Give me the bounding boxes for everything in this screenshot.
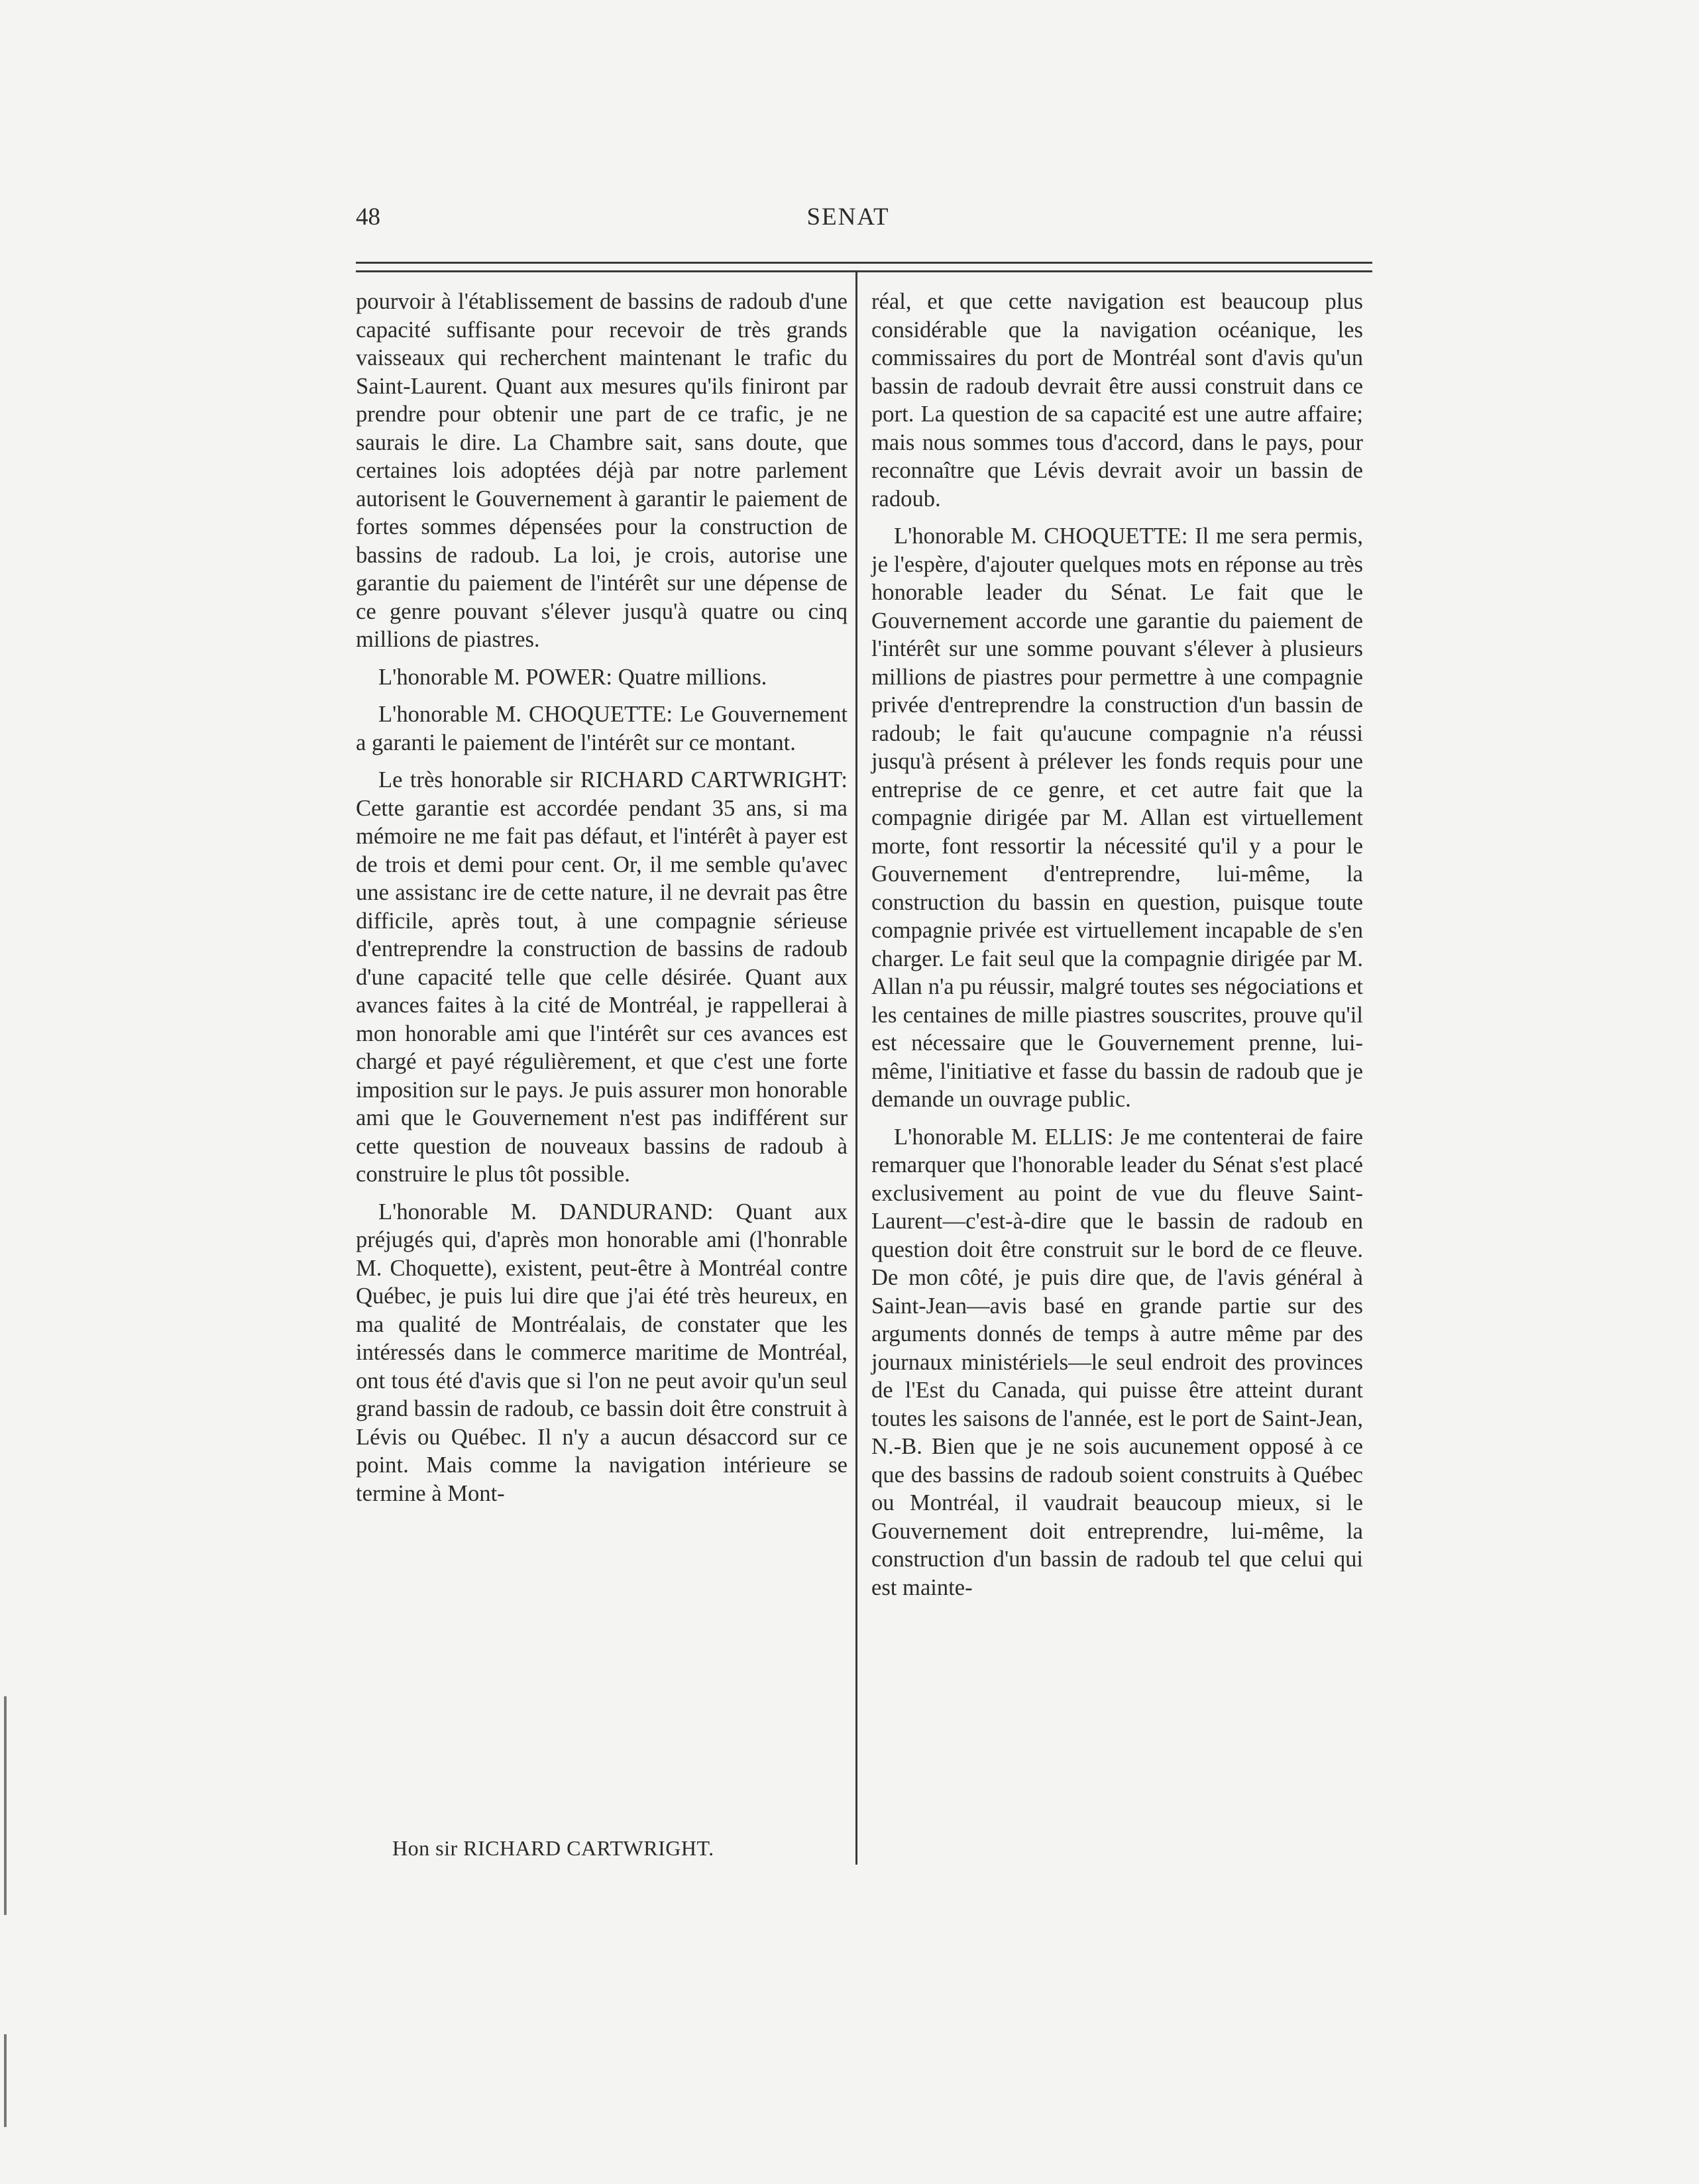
paragraph: L'honorable M. ELLIS: Je me contenterai de faire remarquer que l'honorable leader du Sénat s'est placé exclusivement au point de vue du fleuve Saint-Laurent—c'est-à-dire que le bassin de radoub en question doit être construit sur le bord de ce fleuve. De mon côté, je puis dire que, de l'avis général à Saint-Jean—avis basé en grande partie sur des arguments donnés de temps à autre même par des journaux ministériels—le seul endroit des provinces de l'Est du Canada, qui puisse être atteint durant toutes les saisons de l'année, est le port de Saint-Jean, N.-B. Bien que je ne sois aucunement opposé à ce que des bassins de radoub soient construits à Québec ou Montréal, il vaudrait beaucoup mieux, si le Gouvernement doit entreprendre, lui-même, la construction d'un bassin de radoub tel que celui qui est mainte- xyxy=(871,1124,1363,1600)
paragraph: pourvoir à l'établissement de bassins de radoub d'une capacité suffisante pour recevoir de très grands vaisseaux qui recherchent maintenant le trafic du Saint-Laurent. Quant aux mesures qu'ils finiront par prendre pour obtenir une part de ce trafic, je ne saurais le dire. La Chambre sait, sans doute, que certaines lois adoptées déjà par notre parlement autorisent le Gouvernement à garantir le paiement de fortes sommes dépensées pour la construction de bassins de radoub. La loi, je crois, autorise une garantie du paiement de l'intérêt sur une dépense de ce genre pouvant s'élever jusqu'à quatre ou cinq millions de piastres. xyxy=(356,289,848,652)
right-column xyxy=(871,288,1363,1602)
paragraph: L'honorable M. DANDURAND: Quant aux préjugés qui, d'après mon honorable ami (l'honrable M. Choquette), existent, peut-être à Montréal contre Québec, je puis lui dire que j'ai été très heureux, en ma qualité de Montréalais, de constater que les intéressés dans le commerce maritime de Montréal, ont tous été d'avis que si l'on ne peut avoir qu'un seul grand bassin de radoub, ce bassin doit être construit à Lévis ou Québec. Il n'y a aucun désaccord sur ce point. Mais comme la navigation intérieure se termine à Mont- xyxy=(356,1199,848,1506)
header-rule-bottom xyxy=(356,270,1372,272)
header-rule-top xyxy=(356,262,1372,264)
page-number: 48 xyxy=(356,203,380,231)
footer-speaker-line: Hon sir RICHARD CARTWRIGHT. xyxy=(392,1836,714,1860)
paragraph: L'honorable M. POWER: Quatre millions. xyxy=(378,664,767,690)
paragraph: L'honorable M. CHOQUETTE: Le Gouvernement a garanti le paiement de l'intérêt sur ce montant. xyxy=(356,702,848,755)
scan-edge-mark xyxy=(4,2034,7,2127)
paragraph: Le très honorable sir RICHARD CARTWRIGHT: Cette garantie est accordée pendant 35 ans, si ma mémoire ne me fait pas défaut, et l'intérêt à payer est de trois et demi pour cent. Or, il me semble qu'avec une assistanc ire de cette nature, il ne devrait pas être difficile, après tout, à une compagnie sérieuse d'entreprendre la construction de bassins de radoub d'une capacité telle que celle désirée. Quant aux avances faites à la cité de Montréal, je rappellerai à mon honorable ami que l'intérêt sur ces avances est chargé et payé régulièrement, et que c'est une forte imposition sur le pays. Je puis assurer mon honorable ami que le Gouvernement n'est pas indifférent sur cette question de nouveaux bassins de radoub à construire le plus tôt possible. xyxy=(356,767,848,1187)
running-head: SENAT xyxy=(806,203,890,231)
column-divider xyxy=(855,272,857,1865)
scan-edge-mark xyxy=(4,1696,7,1915)
left-column xyxy=(356,288,848,1507)
paragraph: réal, et que cette navigation est beaucoup plus considérable que la navigation océanique, les commissaires du port de Montréal sont d'avis qu'un bassin de radoub devrait être aussi construit dans ce port. La question de sa capacité est une autre affaire; mais nous sommes tous d'accord, dans le pays, pour reconnaître que Lévis devrait avoir un bassin de radoub. xyxy=(871,289,1363,512)
paragraph: L'honorable M. CHOQUETTE: Il me sera permis, je l'espère, d'ajouter quelques mots en réponse au très honorable leader du Sénat. Le fait que le Gouvernement accorde une garantie du paiement de l'intérêt sur une somme pouvant s'élever à plusieurs millions de piastres pour permettre à une compagnie privée d'entreprendre la construction d'un bassin de radoub; le fait qu'aucune compagnie n'a réussi jusqu'à présent à prélever les fonds requis pour une entreprise de ce genre, et cet autre fait que la compagnie dirigée par M. Allan est virtuellement morte, font ressortir la nécessité qu'il y a pour le Gouvernement d'entreprendre, lui-même, la construction du bassin en question, puisque toute compagnie privée est virtuellement incapable de s'en charger. Le fait seul que la compagnie dirigée par M. Allan n'a pu réussir, malgré toutes ses négociations et les centaines de mille piastres souscrites, prouve qu'il est nécessaire que le Gouvernement prenne, lui-même, l'initiative et fasse du bassin de radoub que je demande un ouvrage public. xyxy=(871,523,1363,1112)
